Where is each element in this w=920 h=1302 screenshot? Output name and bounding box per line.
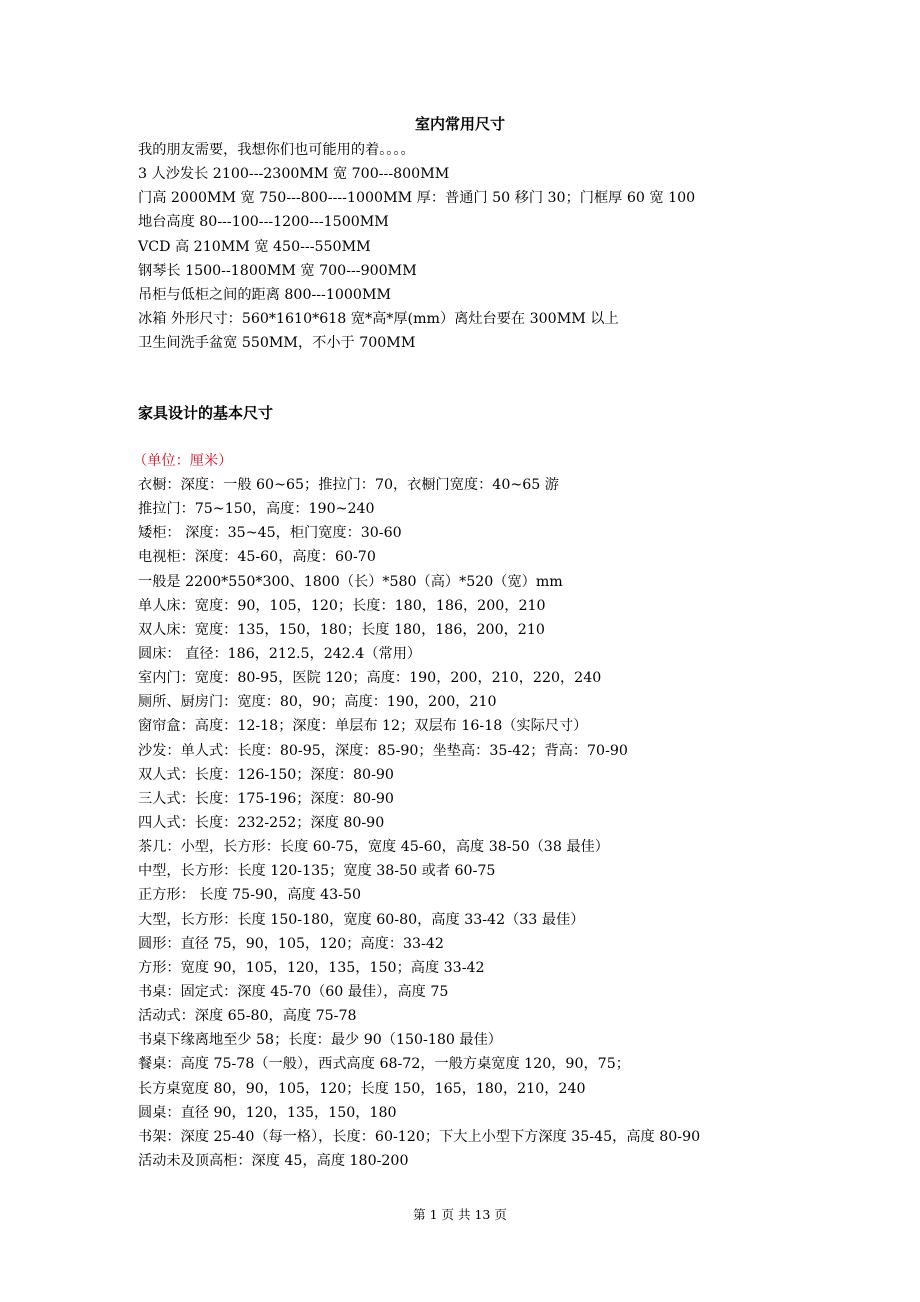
furniture-line: 双人床：宽度：135，150，180；长度 180，186，200，210	[138, 621, 545, 638]
section-heading: 家具设计的基本尺寸	[138, 404, 274, 422]
furniture-line: 双人式：长度：126-150；深度：80-90	[138, 766, 394, 783]
furniture-line: 餐桌：高度 75-78（一般），西式高度 68-72，一般方桌宽度 120，90，75；	[138, 1056, 630, 1073]
furniture-line: 茶几：小型，长方形：长度 60-75，宽度 45-60，高度 38-50（38 最佳）	[138, 839, 609, 856]
furniture-line: 活动式：深度 65-80，高度 75-78	[138, 1008, 357, 1025]
intro-line: 地台高度 80---100---1200---1500MM	[138, 214, 389, 231]
furniture-line: 圆床： 直径：186，212.5，242.4（常用）	[138, 645, 422, 662]
furniture-line: 一般是 2200*550*300、1800（长）*580（高）*520（宽）mm	[138, 573, 563, 590]
intro-list	[138, 138, 898, 355]
furniture-line: 矮柜： 深度：35~45，柜门宽度：30-60	[138, 525, 402, 542]
furniture-line: 大型，长方形：长度 150-180，宽度 60-80，高度 33-42（33 最佳）	[138, 911, 585, 928]
furniture-line: 圆形：直径 75，90，105，120；高度：33-42	[138, 935, 444, 952]
page-footer: 第 1 页 共 13 页	[413, 1207, 507, 1222]
furniture-line: 方形：宽度 90，105，120，135，150；高度 33-42	[138, 959, 485, 976]
intro-line: 我的朋友需要，我想你们也可能用的着。。。。	[138, 142, 415, 158]
intro-line: 卫生间洗手盆宽 550MM，不小于 700MM	[138, 335, 416, 352]
furniture-line: 书桌：固定式：深度 45-70（60 最佳），高度 75	[138, 983, 449, 1000]
furniture-line: 衣橱：深度：一般 60~65；推拉门：70，衣橱门宽度：40~65 游	[138, 477, 559, 493]
furniture-list	[138, 473, 898, 1173]
furniture-line: 厕所、厨房门：宽度：80，90；高度：190，200，210	[138, 694, 497, 711]
furniture-line: 推拉门：75~150，高度：190~240	[138, 501, 375, 518]
furniture-line: 中型，长方形：长度 120-135；宽度 38-50 或者 60-75	[138, 863, 496, 880]
furniture-line: 室内门：宽度：80-95，医院 120；高度：190，200，210，220，240	[138, 670, 602, 687]
furniture-line: 圆桌：直径 90，120，135，150，180	[138, 1104, 397, 1121]
furniture-line: 正方形： 长度 75-90，高度 43-50	[138, 887, 362, 904]
furniture-line: 沙发：单人式：长度：80-95，深度：85-90；坐垫高：35-42；背高：70-90	[138, 742, 628, 759]
furniture-line: 书架：深度 25-40（每一格），长度：60-120；下大上小型下方深度 35-45，高度 80-90	[138, 1128, 701, 1145]
furniture-line: 活动未及顶高柜：深度 45，高度 180-200	[138, 1152, 409, 1169]
intro-line: VCD 高 210MM 宽 450---550MM	[138, 238, 371, 255]
furniture-line: 单人床：宽度：90，105，120；长度：180，186，200，210	[138, 597, 546, 614]
page-title: 室内常用尺寸	[414, 115, 505, 133]
furniture-line: 三人式：长度：175-196；深度：80-90	[138, 790, 394, 807]
intro-line: 钢琴长 1500--1800MM 宽 700---900MM	[138, 262, 417, 279]
intro-line: 吊柜与低柜之间的距离 800---1000MM	[138, 286, 392, 303]
intro-line: 3 人沙发长 2100---2300MM 宽 700---800MM	[138, 166, 450, 183]
furniture-line: 窗帘盒：高度：12-18；深度：单层布 12；双层布 16-18（实际尺寸）	[138, 718, 588, 735]
unit-note: （单位：厘米）	[133, 453, 233, 469]
intro-line: 门高 2000MM 宽 750---800----1000MM 厚：普通门 50 移门 30；门框厚 60 宽 100	[138, 190, 696, 207]
furniture-line: 书桌下缘离地至少 58；长度：最少 90（150-180 最佳）	[138, 1032, 502, 1049]
intro-line: 冰箱 外形尺寸：560*1610*618 宽*高*厚(mm）离灶台要在 300MM 以上	[138, 310, 619, 327]
furniture-line: 长方桌宽度 80，90，105，120；长度 150，165，180，210，240	[138, 1080, 586, 1097]
furniture-line: 四人式：长度：232-252；深度 80-90	[138, 814, 385, 831]
furniture-line: 电视柜：深度：45-60，高度：60-70	[138, 549, 376, 566]
